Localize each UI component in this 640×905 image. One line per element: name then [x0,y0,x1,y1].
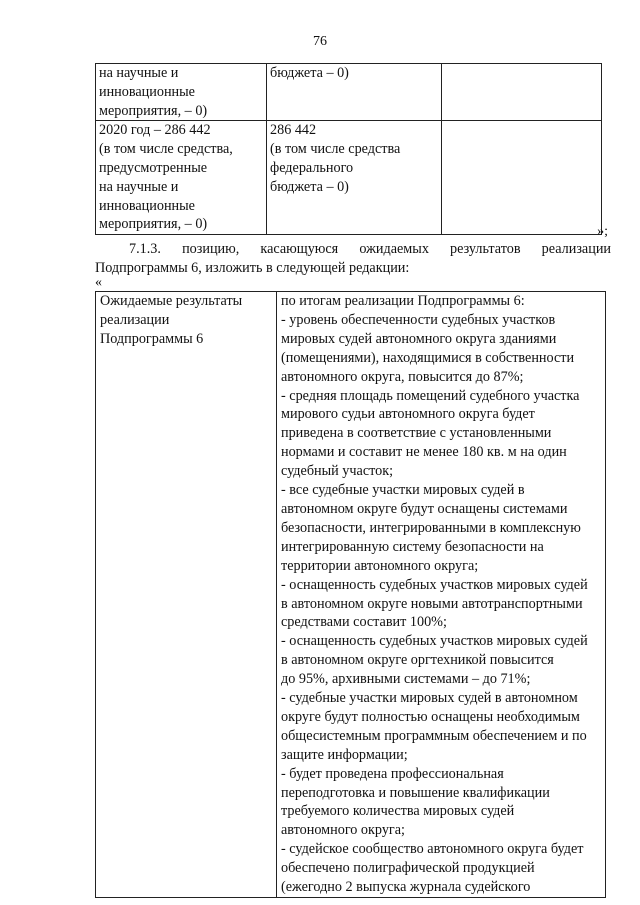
paragraph-line: Подпрограммы 6, изложить в следующей редакции: [95,259,410,276]
results-label-cell: Ожидаемые результаты реализации Подпрограммы 6 [96,292,277,898]
paragraph-line: 7.1.3. позицию, касающуюся ожидаемых результатов реализации [129,241,611,257]
amendment-paragraph [95,240,611,277]
table-row [96,292,606,898]
table-cell: на научные и инновационные мероприятия, – 0) [96,64,267,121]
page-number: 76 [313,34,327,49]
table-row [96,64,602,121]
table-cell [442,121,602,235]
budget-table [95,63,602,235]
table-row [96,121,602,235]
closing-quote: »; [597,224,608,239]
results-table [95,291,606,898]
table-cell: бюджета – 0) [267,64,442,121]
table-cell: 286 442 (в том числе средства федерального бюджета – 0) [267,121,442,235]
table-cell [442,64,602,121]
table-cell: 2020 год – 286 442 (в том числе средства, предусмотренные на научные и инновационные мероприятия, – 0) [96,121,267,235]
opening-quote: « [95,275,102,290]
results-content-cell: по итогам реализации Подпрограммы 6: - уровень обеспеченности судебных участков мировых судей автономного округа зданиями (помещениями), находящимися в собственности автономного округа, повысится до 87%; - средняя площадь помещений судебного участка мирового судьи автономного округа будет приведена в соответствие с установленными нормами и составит не менее 180 кв. м на один судебный участок; - все судебные участки мировых судей в автономном округе будут оснащены системами безопасности, интегрированными в комплексную интегрированную систему безопасности на территории автономного округа; - оснащенность судебных участков мировых судей в автономном округе новыми автотранспортными средствами составит 100%; - оснащенность судебных участков мировых судей в автономном округе оргтехникой повысится до 95%, архивными системами – до 71%; - судебные участки мировых судей в автономном округе будут полностью оснащены необходимым общесистемным программным обеспечением и по защите информации; - будет проведена профессиональная переподготовка и повышение квалификации требуемого количества мировых судей автономного округа; - судейское сообщество автономного округа будет обеспечено полиграфической продукцией (ежегодно 2 выпуска журнала судейского [277,292,606,898]
